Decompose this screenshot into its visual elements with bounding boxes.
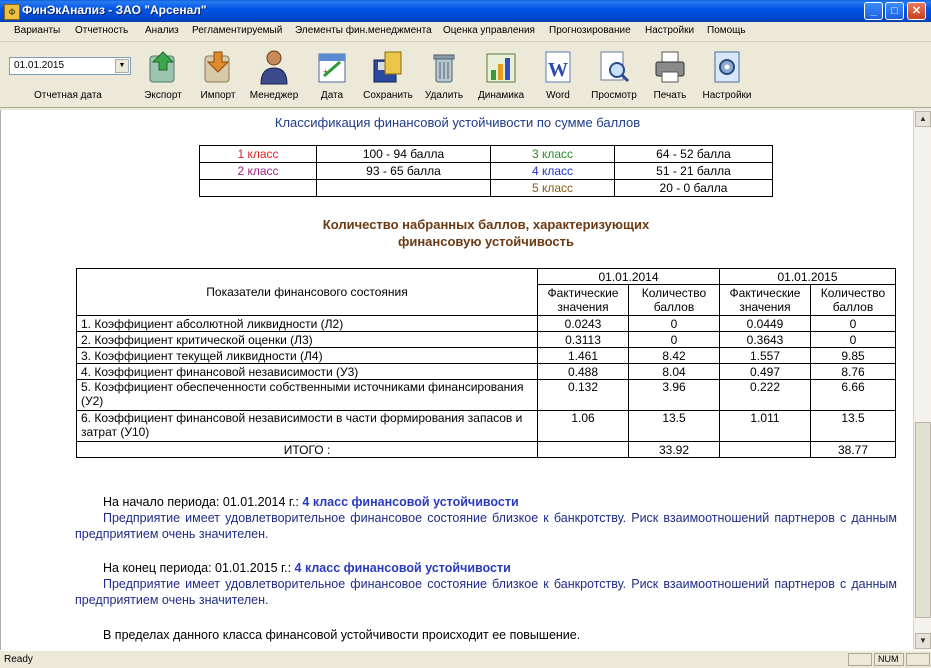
dynamics-label: Динамика	[477, 90, 525, 101]
header-period-1: 01.01.2014	[538, 269, 720, 285]
table-row	[77, 348, 896, 364]
score-value: 13.5	[629, 411, 720, 442]
fact-value: 0.222	[720, 380, 811, 411]
print-label: Печать	[653, 90, 687, 101]
class-cell: 5 класс	[491, 180, 615, 197]
class-table	[199, 145, 773, 197]
word-button[interactable]	[531, 46, 585, 104]
indicator-name: 3. Коэффициент текущей ликвидности (Л4)	[77, 348, 538, 364]
fact-value: 0.0449	[720, 316, 811, 332]
total-label: ИТОГО :	[77, 442, 538, 458]
period-end-lead: На конец периода: 01.01.2015 г.:	[103, 561, 292, 575]
indicator-name: 5. Коэффициент обеспеченности собственными источниками финансирования (У2)	[77, 380, 538, 411]
window-title: ФинЭкАнализ - ЗАО "Арсенал"	[22, 3, 207, 17]
indicators-table	[76, 268, 896, 458]
preview-label: Просмотр	[591, 90, 637, 101]
menu-settings[interactable]: Настройки	[645, 25, 695, 36]
calendar-icon	[315, 48, 349, 86]
indicator-name: 2. Коэффициент критической оценки (Л3)	[77, 332, 538, 348]
header-score-2-l1: Количество	[820, 286, 886, 300]
trash-icon	[427, 48, 461, 86]
menu-variants[interactable]: Варианты	[14, 25, 61, 36]
minimize-button[interactable]: _	[864, 2, 883, 20]
fact-value: 0.497	[720, 364, 811, 380]
table-row	[200, 146, 773, 163]
toolbar	[0, 42, 931, 108]
svg-text:+: +	[323, 67, 328, 76]
total-empty	[720, 442, 811, 458]
date-label: Дата	[320, 90, 344, 101]
preview-icon	[597, 48, 631, 86]
svg-text:W: W	[548, 59, 568, 81]
preview-button[interactable]	[587, 46, 641, 104]
table-row	[77, 364, 896, 380]
total-score-1: 33.92	[629, 442, 720, 458]
total-empty	[538, 442, 629, 458]
app-icon: Ф	[4, 4, 20, 20]
range-cell: 51 - 21 балла	[615, 163, 773, 180]
bar-chart-icon	[484, 48, 518, 86]
header-score-2-l2: баллов	[832, 300, 874, 314]
header-score-1-l1: Количество	[641, 286, 707, 300]
person-icon	[257, 48, 291, 86]
report-date-caption: Отчетная дата	[34, 90, 102, 101]
delete-button[interactable]	[417, 46, 471, 104]
close-button[interactable]: ✕	[907, 2, 926, 20]
menu-help[interactable]: Помощь	[707, 25, 746, 36]
import-label: Импорт	[200, 90, 236, 101]
table-row	[77, 380, 896, 411]
class-cell: 2 класс	[200, 163, 317, 180]
menu-fin-management[interactable]: Элементы фин.менеджмента	[295, 25, 432, 36]
period-end-class: 4 класс финансовой устойчивости	[294, 561, 511, 575]
manager-label: Менеджер	[249, 90, 299, 101]
status-pane-empty	[848, 653, 872, 666]
menu-regulated[interactable]: Регламентируемый	[192, 25, 283, 36]
report-document	[0, 110, 914, 650]
indicator-name: 4. Коэффициент финансовой независимости (У3)	[77, 364, 538, 380]
fact-value: 1.011	[720, 411, 811, 442]
range-cell: 93 - 65 балла	[317, 163, 491, 180]
range-cell: 64 - 52 балла	[615, 146, 773, 163]
table-row	[77, 316, 896, 332]
manager-button[interactable]	[247, 46, 301, 104]
table-total-row	[77, 442, 896, 458]
header-score-1	[629, 285, 720, 316]
score-value: 8.76	[811, 364, 896, 380]
maximize-button[interactable]: □	[885, 2, 904, 20]
score-value: 13.5	[811, 411, 896, 442]
date-button[interactable]	[305, 46, 359, 104]
score-value: 0	[811, 316, 896, 332]
indicator-name: 1. Коэффициент абсолютной ликвидности (Л2)	[77, 316, 538, 332]
period-start-summary	[75, 494, 897, 542]
table-row	[200, 180, 773, 197]
report-date-value: 01.01.2015	[14, 60, 65, 71]
word-icon	[541, 48, 575, 86]
settings-label: Настройки	[702, 90, 752, 101]
fact-value: 0.0243	[538, 316, 629, 332]
fact-value: 0.3643	[720, 332, 811, 348]
header-fact-1-l2: значения	[557, 300, 609, 314]
delete-label: Удалить	[424, 90, 464, 101]
menu-bar	[0, 22, 931, 42]
scroll-up-icon[interactable]: ▲	[915, 111, 931, 127]
score-value: 0	[629, 316, 720, 332]
period-end-text: Предприятие имеет удовлетворительное финансовое состояние близкое к банкротству. Риск взаимоотношений партнеров с данным предприятием очень значителен.	[75, 577, 897, 607]
conclusion-text: В пределах данного класса финансовой устойчивости происходит ее повышение.	[103, 628, 581, 642]
period-start-lead: На начало периода: 01.01.2014 г.:	[103, 495, 299, 509]
class-cell: 4 класс	[491, 163, 615, 180]
header-fact-2-l2: значения	[739, 300, 791, 314]
menu-reporting[interactable]: Отчетность	[75, 25, 129, 36]
fact-value: 0.3113	[538, 332, 629, 348]
table-header-row	[77, 269, 896, 285]
score-heading-line2: финансовую устойчивость	[397, 234, 575, 249]
dynamics-button[interactable]	[474, 46, 528, 104]
header-period-2: 01.01.2015	[720, 269, 896, 285]
fact-value: 1.06	[538, 411, 629, 442]
score-value: 8.42	[629, 348, 720, 364]
export-label: Экспорт	[144, 90, 182, 101]
header-indicators: Показатели финансового состояния	[77, 269, 538, 316]
status-text: Ready	[4, 654, 33, 665]
fact-value: 0.132	[538, 380, 629, 411]
chevron-down-icon[interactable]: ▼	[115, 59, 129, 73]
save-label: Сохранить	[363, 90, 413, 101]
report-date-select[interactable]	[9, 57, 131, 75]
save-button[interactable]	[361, 46, 415, 104]
export-icon	[146, 48, 180, 86]
range-cell	[317, 180, 491, 197]
word-label: Word	[546, 90, 570, 101]
fact-value: 1.461	[538, 348, 629, 364]
status-num: NUM	[874, 653, 904, 666]
header-score-1-l2: баллов	[653, 300, 695, 314]
menu-management-assessment[interactable]: Оценка управления	[443, 25, 535, 36]
report-title: Классификация финансовой устойчивости по сумме баллов	[274, 115, 641, 130]
header-fact-1-l1: Фактические	[547, 286, 619, 300]
table-row	[200, 163, 773, 180]
print-button[interactable]	[643, 46, 697, 104]
score-heading-line1: Количество набранных баллов, характеризующих	[322, 217, 650, 232]
fact-value: 1.557	[720, 348, 811, 364]
import-icon	[201, 48, 235, 86]
fact-value: 0.488	[538, 364, 629, 380]
total-score-2: 38.77	[811, 442, 896, 458]
class-cell: 1 класс	[200, 146, 317, 163]
save-icon	[371, 48, 405, 86]
header-fact-2	[720, 285, 811, 316]
table-row	[77, 332, 896, 348]
settings-icon	[710, 48, 744, 86]
range-cell: 100 - 94 балла	[317, 146, 491, 163]
score-value: 0	[629, 332, 720, 348]
score-value: 8.04	[629, 364, 720, 380]
menu-analysis[interactable]: Анализ	[145, 25, 179, 36]
score-value: 6.66	[811, 380, 896, 411]
period-start-class: 4 класс финансовой устойчивости	[302, 495, 519, 509]
menu-forecasting[interactable]: Прогнозирование	[549, 25, 631, 36]
printer-icon	[653, 48, 687, 86]
status-bar	[0, 650, 931, 668]
period-end-summary	[75, 560, 897, 608]
class-cell: 3 класс	[491, 146, 615, 163]
settings-button[interactable]	[700, 46, 754, 104]
period-start-text: Предприятие имеет удовлетворительное финансовое состояние близкое к банкротству. Риск взаимоотношений партнеров с данным предприятием очень значителен.	[75, 511, 897, 541]
range-cell: 20 - 0 балла	[615, 180, 773, 197]
scrollbar-thumb[interactable]	[915, 422, 931, 618]
header-score-2	[811, 285, 896, 316]
status-pane-empty	[906, 653, 930, 666]
header-fact-1	[538, 285, 629, 316]
export-button[interactable]	[136, 46, 190, 104]
indicator-name: 6. Коэффициент финансовой независимости в части формирования запасов и затрат (У10)	[77, 411, 538, 442]
vertical-scrollbar[interactable]	[913, 110, 931, 650]
table-row	[77, 411, 896, 442]
import-button[interactable]	[191, 46, 245, 104]
header-fact-2-l1: Фактические	[729, 286, 801, 300]
class-cell	[200, 180, 317, 197]
score-value: 0	[811, 332, 896, 348]
score-value: 9.85	[811, 348, 896, 364]
score-value: 3.96	[629, 380, 720, 411]
title-bar	[0, 0, 931, 22]
scroll-down-icon[interactable]: ▼	[915, 633, 931, 649]
